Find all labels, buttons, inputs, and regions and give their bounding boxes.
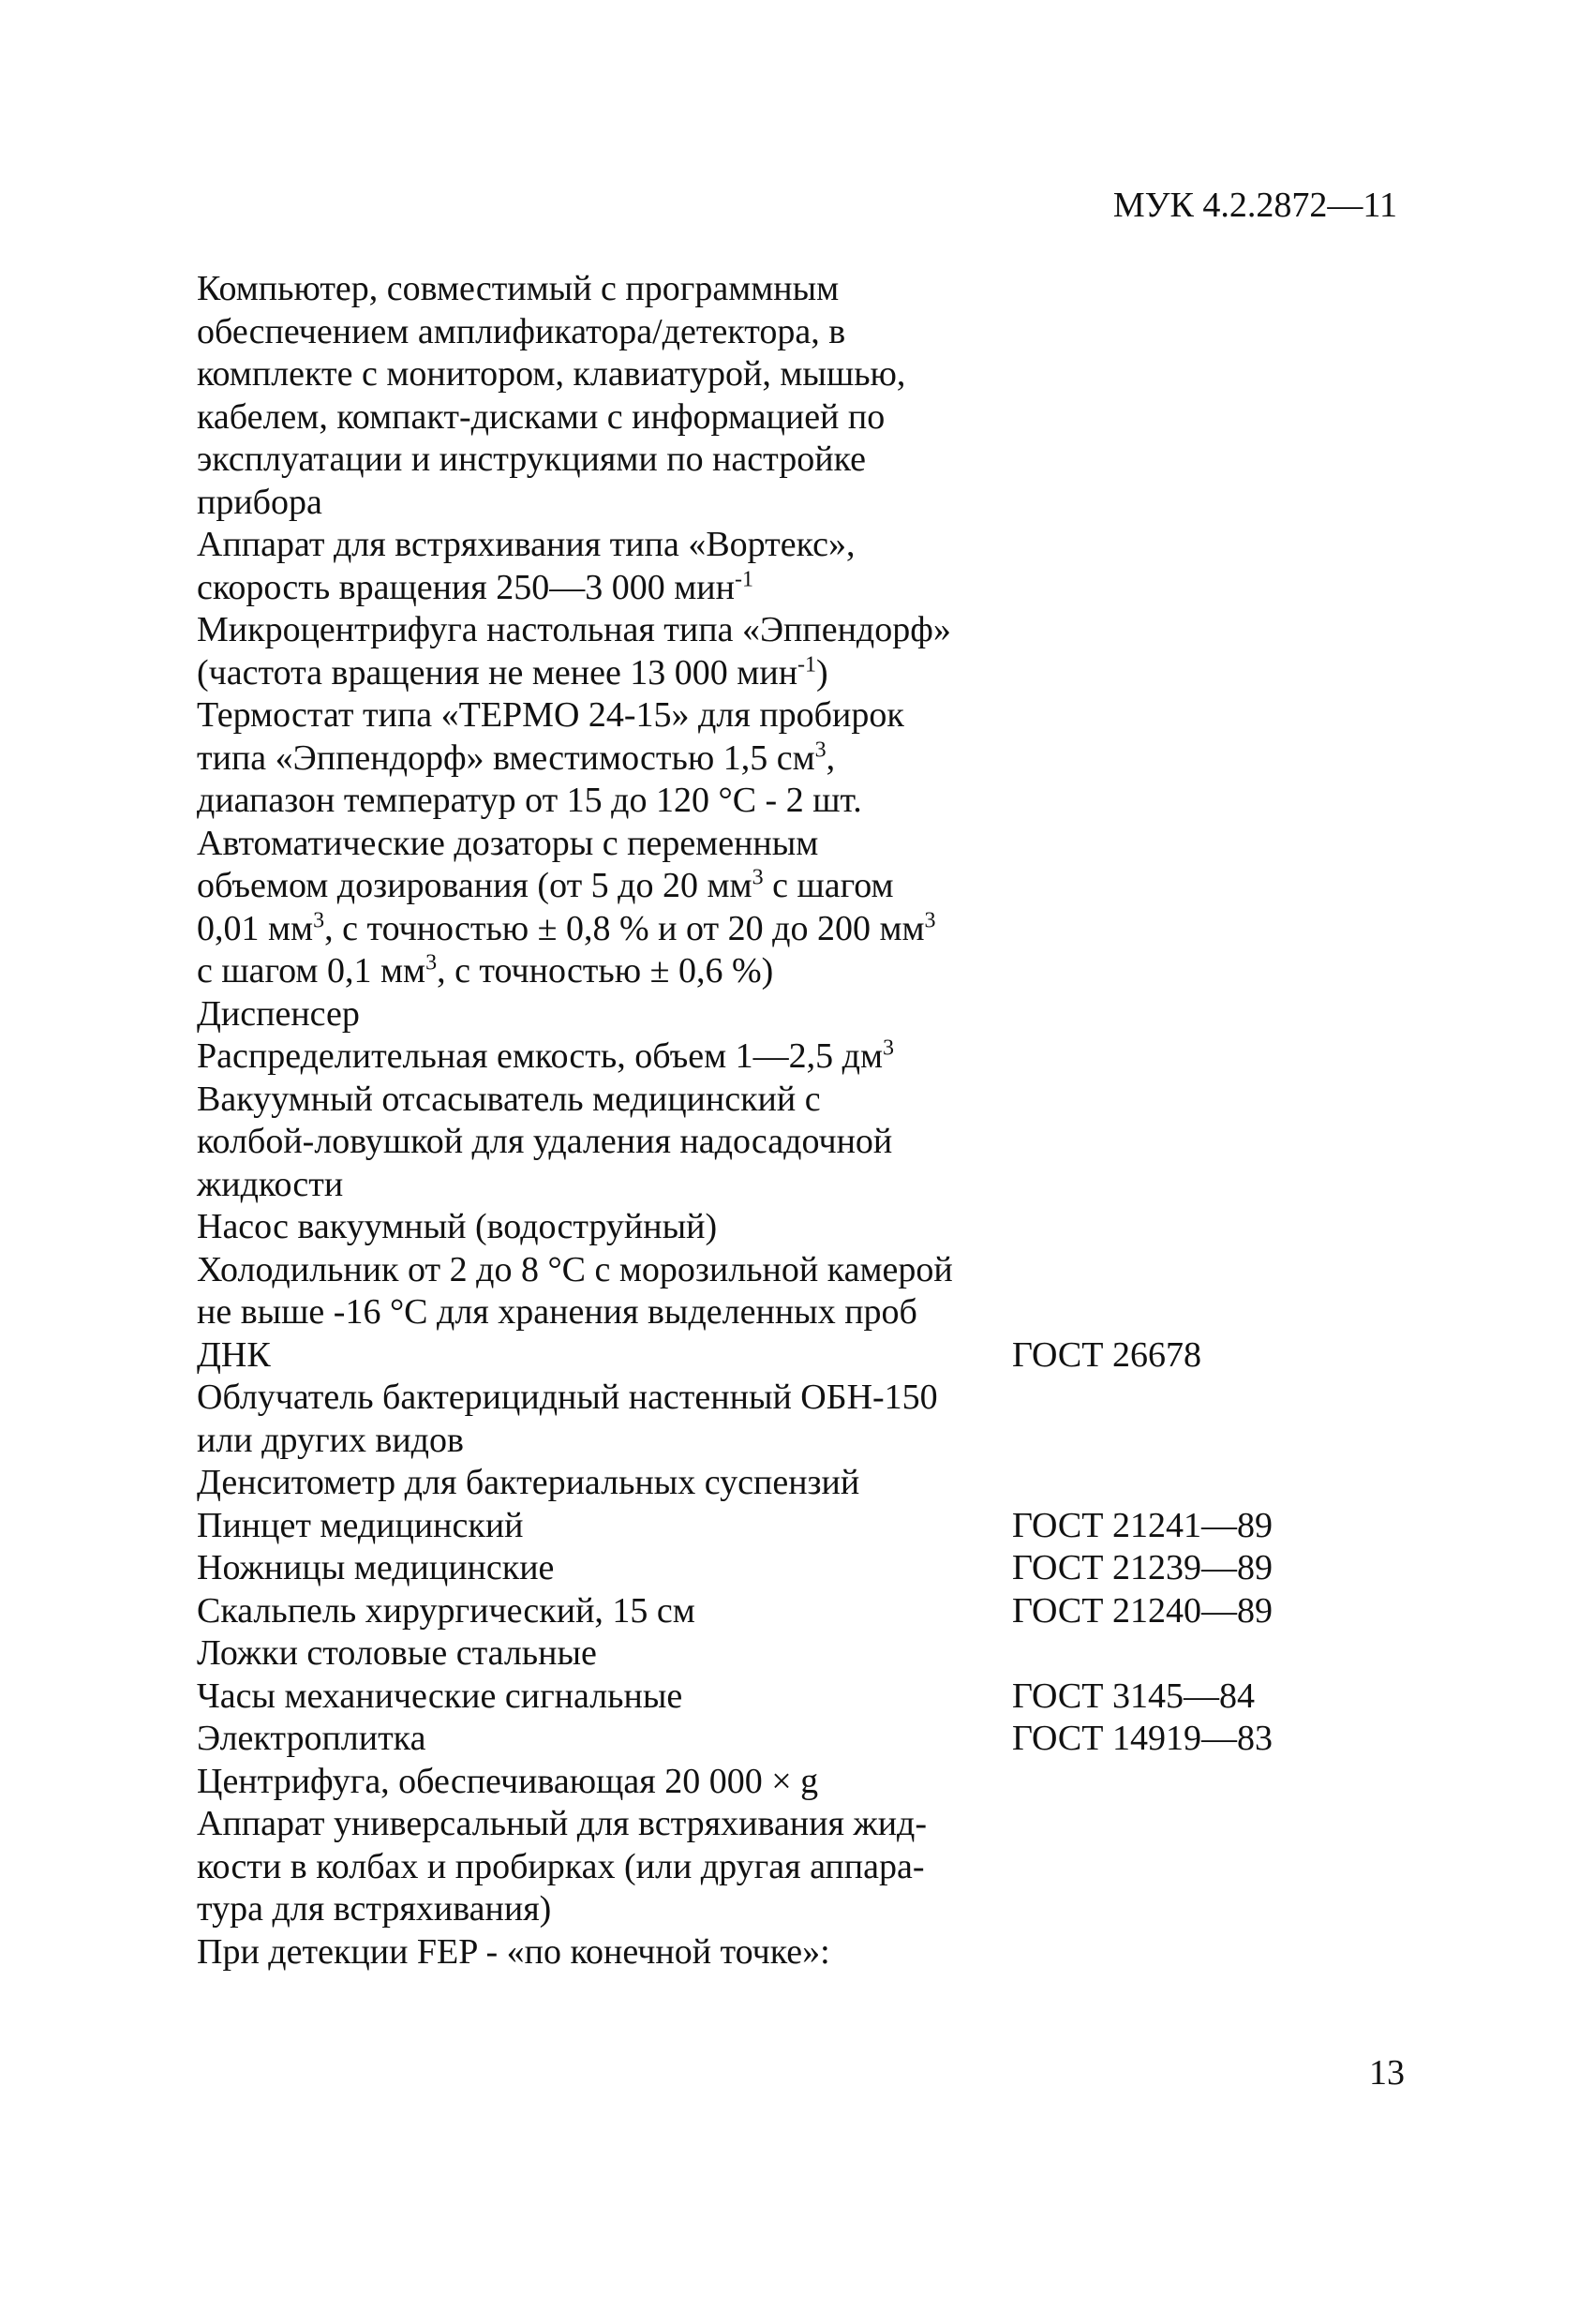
equipment-row	[197, 908, 1415, 951]
equipment-standard	[1012, 482, 1415, 525]
equipment-standard	[1012, 1377, 1415, 1420]
equipment-description: кабелем, компакт-дисками с информацией по	[197, 396, 886, 437]
equipment-standard	[1012, 1846, 1415, 1889]
equipment-row	[197, 1803, 1415, 1846]
equipment-standard	[1012, 1420, 1415, 1463]
equipment-standard	[1012, 908, 1415, 951]
equipment-standard	[1012, 396, 1415, 439]
equipment-row	[197, 524, 1415, 567]
equipment-row	[197, 1547, 1415, 1590]
equipment-description: Термостат типа «ТЕРМО 24-15» для пробирок	[197, 695, 904, 735]
equipment-standard	[1012, 823, 1415, 866]
equipment-row	[197, 1377, 1415, 1420]
equipment-standard	[1012, 1761, 1415, 1804]
equipment-row	[197, 950, 1415, 993]
equipment-row	[197, 1420, 1415, 1463]
equipment-row	[197, 1462, 1415, 1505]
equipment-description: тура для встряхивания)	[197, 1889, 552, 1929]
equipment-standard: ГОСТ 21240—89	[1012, 1590, 1273, 1631]
equipment-description: Ложки столовые стальные	[197, 1633, 597, 1673]
equipment-description: Центрифуга, обеспечивающая 20 000 × g	[197, 1761, 819, 1801]
equipment-description: Микроцентрифуга настольная типа «Эппендорф»	[197, 610, 951, 649]
equipment-standard	[1012, 1462, 1415, 1505]
equipment-row	[197, 1761, 1415, 1804]
equipment-standard	[1012, 609, 1415, 652]
equipment-standard	[1012, 567, 1415, 610]
equipment-row	[197, 1590, 1415, 1633]
equipment-standard	[1012, 993, 1415, 1036]
equipment-row	[197, 396, 1415, 439]
equipment-row	[197, 780, 1415, 823]
equipment-row	[197, 1164, 1415, 1207]
equipment-description: Вакуумный отсасыватель медицинский с	[197, 1079, 821, 1119]
equipment-standard: ГОСТ 21239—89	[1012, 1548, 1273, 1587]
equipment-description: Облучатель бактерицидный настенный ОБН-150	[197, 1378, 938, 1417]
equipment-description: Автоматические дозаторы с переменным	[197, 823, 819, 863]
equipment-description: Денситометр для бактериальных суспензий	[197, 1463, 860, 1502]
equipment-description: Аппарат универсальный для встряхивания жид-	[197, 1804, 928, 1843]
equipment-description: типа «Эппендорф» вместимостью 1,5 $см^3$,	[197, 737, 836, 778]
equipment-standard	[1012, 1931, 1415, 1974]
equipment-row	[197, 1718, 1415, 1761]
equipment-standard	[1012, 353, 1415, 396]
equipment-standard: ГОСТ 3145—84	[1012, 1676, 1255, 1716]
equipment-standard	[1012, 950, 1415, 993]
equipment-standard	[1012, 737, 1415, 781]
equipment-row	[197, 823, 1415, 866]
equipment-standard	[1012, 652, 1415, 695]
equipment-row	[197, 737, 1415, 781]
equipment-standard	[1012, 439, 1415, 482]
equipment-row	[197, 1206, 1415, 1249]
equipment-description: эксплуатации и инструкциями по настройке	[197, 439, 866, 479]
equipment-description: прибора	[197, 482, 322, 522]
equipment-description: или других видов	[197, 1420, 464, 1460]
equipment-row	[197, 567, 1415, 610]
equipment-standard	[1012, 1803, 1415, 1846]
equipment-row	[197, 268, 1415, 311]
equipment-description: Компьютер, совместимый с программным	[197, 269, 840, 308]
equipment-description: диапазон температур от 15 до 120 °С - 2 шт.	[197, 781, 862, 820]
equipment-description: объемом дозирования (от 5 до 20 $мм^3$ с шагом	[197, 865, 894, 905]
equipment-row	[197, 482, 1415, 525]
equipment-row	[197, 1334, 1415, 1378]
equipment-standard	[1012, 1206, 1415, 1249]
equipment-row	[197, 1846, 1415, 1889]
equipment-row	[197, 1121, 1415, 1164]
equipment-description: не выше -16 °С для хранения выделенных проб	[197, 1292, 917, 1332]
equipment-row	[197, 1676, 1415, 1719]
equipment-row	[197, 1035, 1415, 1079]
equipment-standard	[1012, 1632, 1415, 1676]
equipment-row	[197, 311, 1415, 354]
equipment-description: обеспечением амплификатора/детектора, в	[197, 311, 846, 351]
equipment-description: кости в колбах и пробирках (или другая аппара-	[197, 1846, 925, 1886]
equipment-list	[197, 268, 1415, 1974]
document-code: МУК 4.2.2872—11	[1112, 186, 1397, 225]
equipment-description: с шагом 0,1 $мм^3$, с точностью ± 0,6 %)	[197, 950, 774, 991]
equipment-row	[197, 1249, 1415, 1292]
equipment-standard	[1012, 1888, 1415, 1931]
equipment-standard	[1012, 311, 1415, 354]
equipment-standard	[1012, 268, 1415, 311]
equipment-description: При детекции FEP - «по конечной точке»:	[197, 1931, 830, 1972]
equipment-description: ДНК	[197, 1334, 271, 1375]
equipment-standard	[1012, 1291, 1415, 1334]
equipment-row	[197, 993, 1415, 1036]
equipment-standard	[1012, 780, 1415, 823]
equipment-description: скорость вращения 250—3 000 мин$^{-1}$	[197, 566, 753, 607]
page-number: 13	[1369, 2053, 1405, 2093]
equipment-standard	[1012, 1035, 1415, 1079]
equipment-standard: ГОСТ 14919—83	[1012, 1719, 1273, 1758]
equipment-row	[197, 439, 1415, 482]
equipment-standard	[1012, 1079, 1415, 1122]
equipment-description: жидкости	[197, 1164, 344, 1204]
equipment-description: комплекте с монитором, клавиатурой, мышью,	[197, 354, 906, 394]
equipment-row	[197, 1291, 1415, 1334]
equipment-row	[197, 694, 1415, 737]
equipment-description: Аппарат для встряхивания типа «Вортекс»,	[197, 525, 856, 564]
equipment-row	[197, 865, 1415, 908]
equipment-standard	[1012, 524, 1415, 567]
equipment-description: Ножницы медицинские	[197, 1548, 555, 1587]
equipment-standard: ГОСТ 21241—89	[1012, 1505, 1273, 1545]
equipment-description: (частота вращения не менее 13 000 мин$^{-1}$)	[197, 651, 828, 693]
equipment-row	[197, 652, 1415, 695]
equipment-standard	[1012, 1121, 1415, 1164]
equipment-standard	[1012, 1164, 1415, 1207]
equipment-standard	[1012, 694, 1415, 737]
equipment-description: Холодильник от 2 до 8 °С с морозильной камерой	[197, 1249, 953, 1289]
equipment-standard	[1012, 865, 1415, 908]
equipment-description: Скальпель хирургический, 15 см	[197, 1590, 695, 1631]
equipment-description: Насос вакуумный (водоструйный)	[197, 1207, 718, 1246]
equipment-row	[197, 609, 1415, 652]
equipment-row	[197, 1505, 1415, 1548]
equipment-description: Пинцет медицинский	[197, 1505, 524, 1545]
equipment-description: 0,01 $мм^3$, с точностью ± 0,8 % и от 20 до 200 $мм^3$	[197, 907, 936, 948]
equipment-row	[197, 1079, 1415, 1122]
equipment-description: Распределительная емкость, объем 1—2,5 $дм^3$	[197, 1035, 895, 1076]
equipment-row	[197, 1632, 1415, 1676]
equipment-row	[197, 353, 1415, 396]
equipment-standard	[1012, 1249, 1415, 1292]
equipment-row	[197, 1888, 1415, 1931]
equipment-description: Часы механические сигнальные	[197, 1676, 683, 1716]
equipment-description: колбой-ловушкой для удаления надосадочной	[197, 1122, 893, 1161]
equipment-description: Диспенсер	[197, 993, 360, 1034]
equipment-standard: ГОСТ 26678	[1012, 1334, 1201, 1375]
equipment-row	[197, 1931, 1415, 1974]
equipment-description: Электроплитка	[197, 1719, 426, 1758]
